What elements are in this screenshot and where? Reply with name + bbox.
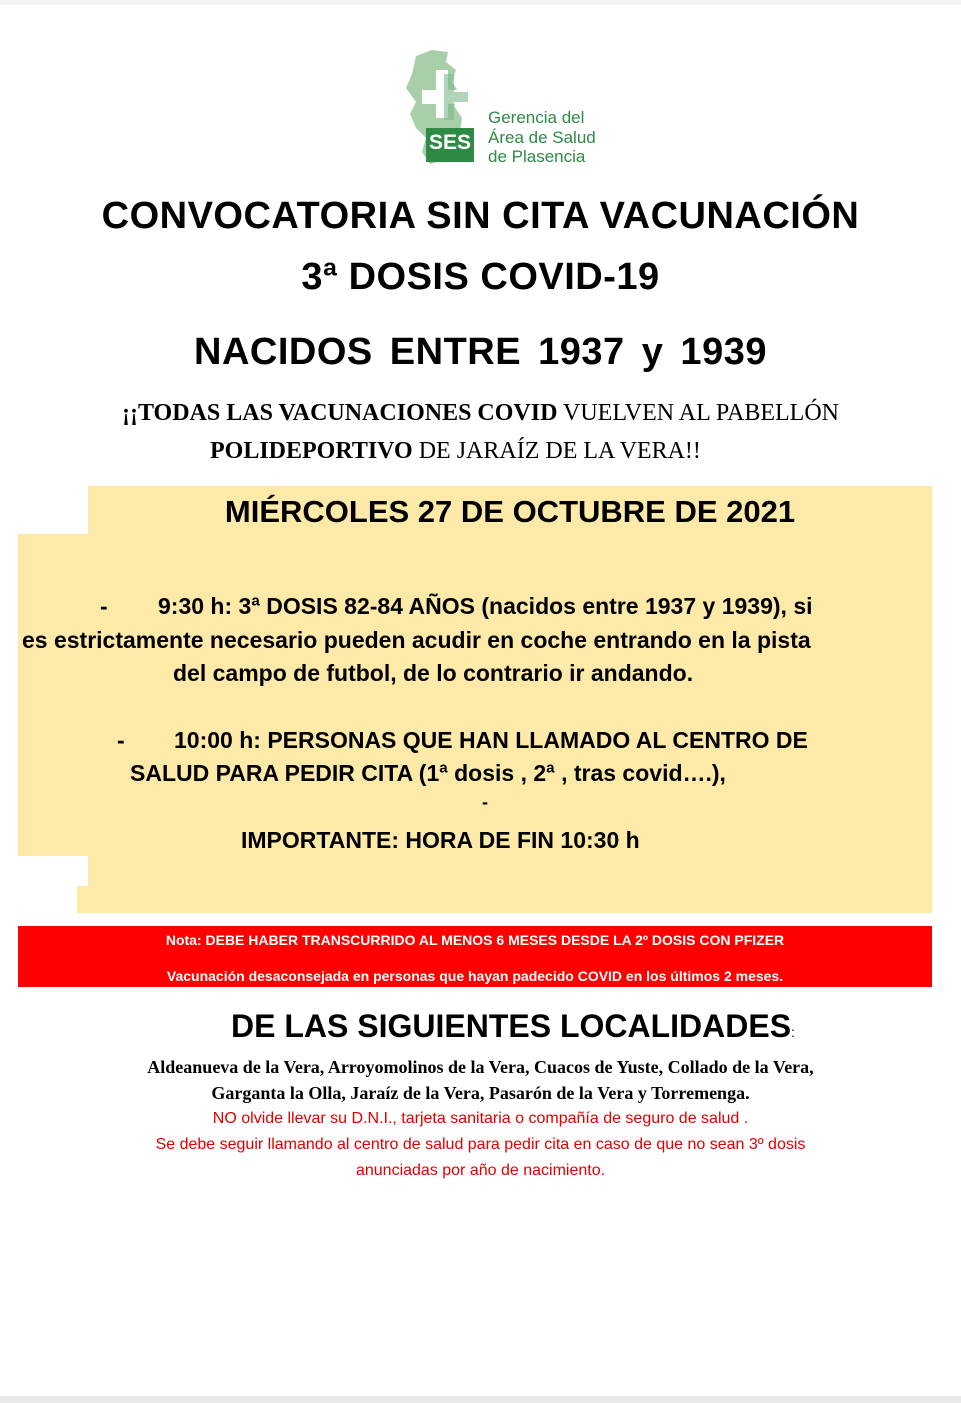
- ses-badge-text: SES: [428, 131, 472, 154]
- reminder-line-3: anunciadas por año de nacimiento.: [355, 1162, 606, 1179]
- bottom-edge: [0, 1396, 961, 1403]
- reminder-line-2: Se debe seguir llamando al centro de salud para pedir cita en caso de que no sean 3º dosis: [155, 1136, 806, 1153]
- localities-title: [231, 1008, 795, 1045]
- venue-line-2-rest: DE JARAÍZ DE LA VERA!!: [412, 438, 701, 464]
- venue-line-1: [122, 400, 839, 427]
- headline-line-3: NACIDOS ENTRE 1937 y 1939: [194, 331, 767, 373]
- notice-line-1: Nota: DEBE HABER TRANSCURRIDO AL MENOS 6 MESES DESDE LA 2º DOSIS CON PFIZER: [165, 932, 785, 948]
- schedule-item-1-line-2: es estrictamente necesario pueden acudir en coche entrando en la pista: [22, 627, 811, 653]
- vaccination-date: MIÉRCOLES 27 DE OCTUBRE DE 2021: [224, 494, 796, 529]
- schedule-panel: [77, 886, 932, 913]
- venue-line-1-rest: VUELVEN AL PABELLÓN: [557, 400, 839, 426]
- venue-line-2: [210, 438, 701, 465]
- schedule-item-2-line-1: [117, 727, 808, 754]
- reminder-line-1: NO olvide llevar su D.N.I., tarjeta sanitaria o compañía de seguro de salud .: [212, 1110, 749, 1127]
- schedule-item-1-line-1: [100, 593, 813, 620]
- venue-line-2-bold: POLIDEPORTIVO: [210, 438, 413, 464]
- ses-logo: [402, 48, 632, 168]
- logo-line: Área de Salud: [488, 127, 596, 147]
- localities-line-1: Aldeanueva de la Vera, Arroyomolinos de la Vera, Cuacos de Yuste, Collado de la Vera,: [147, 1057, 814, 1077]
- notice-line-2: Vacunación desaconsejada en personas que hayan padecido COVID en los últimos 2 meses.: [166, 968, 784, 984]
- list-dash: -: [482, 792, 488, 812]
- schedule-item-1-text: 9:30 h: 3ª DOSIS 82-84 AÑOS (nacidos entre 1937 y 1939), si: [158, 593, 813, 619]
- schedule-panel: [88, 856, 932, 886]
- headline-line-1: CONVOCATORIA SIN CITA VACUNACIÓN: [101, 195, 860, 237]
- logo-line: de Plasencia: [488, 147, 586, 166]
- localities-title-colon: :: [791, 1024, 795, 1040]
- list-dash: -: [100, 593, 108, 619]
- notice-banner: [18, 926, 932, 987]
- localities-line-2: Garganta la Olla, Jaraíz de la Vera, Pasarón de la Vera y Torremenga.: [211, 1083, 750, 1103]
- important-end-time: IMPORTANTE: HORA DE FIN 10:30 h: [241, 827, 640, 853]
- logo-line: Gerencia del: [488, 108, 585, 127]
- logo-caption: [488, 108, 596, 167]
- top-edge: [0, 0, 961, 5]
- schedule-item-1-line-3: del campo de futbol, de lo contrario ir andando.: [173, 660, 694, 686]
- venue-line-1-bold: ¡¡TODAS LAS VACUNACIONES COVID: [122, 400, 558, 426]
- schedule-panel: [18, 534, 932, 856]
- schedule-item-2-line-2: SALUD PARA PEDIR CITA (1ª dosis , 2ª , tras covid….),: [130, 760, 726, 786]
- localities-title-text: DE LAS SIGUIENTES LOCALIDADES: [231, 1008, 792, 1044]
- headline-line-2: 3ª DOSIS COVID-19: [301, 256, 660, 298]
- schedule-item-2-text: 10:00 h: PERSONAS QUE HAN LLAMADO AL CENTRO DE: [174, 727, 808, 753]
- list-dash: -: [117, 727, 125, 753]
